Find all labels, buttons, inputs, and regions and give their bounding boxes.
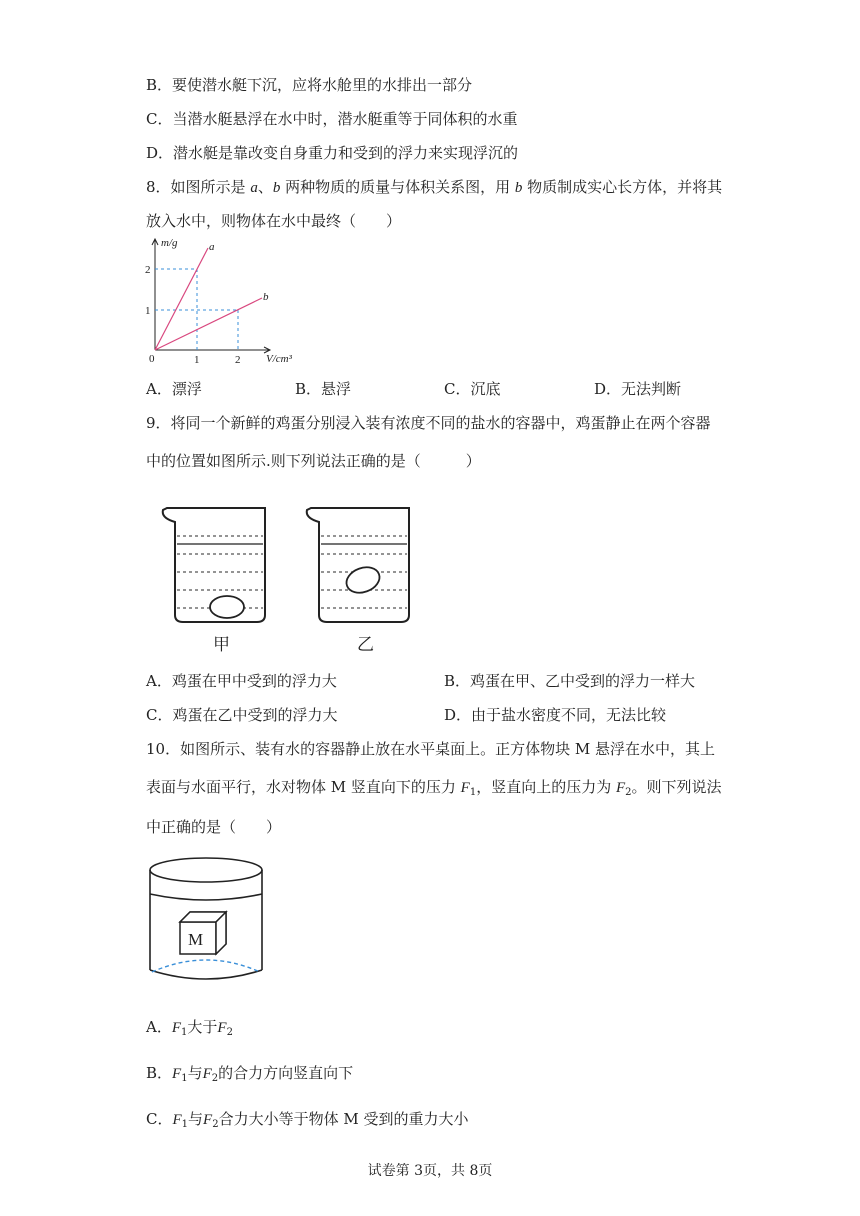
q9-stem-line1: 9．将同一个新鲜的鸡蛋分别浸入装有浓度不同的盐水的容器中，鸡蛋静止在两个容器 — [146, 414, 711, 432]
q10-stem-line1: 10．如图所示、装有水的容器静止放在水平桌面上。正方体物块 M 悬浮在水中，其上 — [146, 740, 715, 758]
q8-option-d: D．无法判断 — [594, 380, 682, 398]
q7-option-c: C．当潜水艇悬浮在水中时，潜水艇重等于同体积的水重 — [146, 110, 518, 128]
q8-stem-line1: 8．如图所示是 a、b 两种物质的质量与体积关系图，用 b 物质制成实心长方体，并将其 — [146, 178, 723, 196]
q7-option-b: B．要使潜水艇下沉，应将水舱里的水排出一部分 — [146, 76, 473, 94]
q8-x-tick-2: 2 — [235, 354, 241, 366]
q8-line-a-label: a — [209, 241, 215, 253]
q7-option-d: D．潜水艇是靠改变自身重力和受到的浮力来实现浮沉的 — [146, 144, 519, 162]
q10-option-a: A．$F_1$大于$F_2$ — [146, 1018, 233, 1038]
q8-y-axis-label: m/g — [161, 237, 178, 249]
q8-stem-line2: 放入水中，则物体在水中最终（ ） — [146, 212, 402, 230]
q9-option-a: A．鸡蛋在甲中受到的浮力大 — [146, 672, 337, 690]
q8-option-a: A．漂浮 — [146, 380, 202, 398]
q8-y-tick-1: 1 — [145, 305, 151, 317]
q8-y-tick-2: 2 — [145, 264, 151, 276]
q9-option-c: C．鸡蛋在乙中受到的浮力大 — [146, 706, 338, 724]
q10-stem-line2: 表面与水面平行，水对物体 M 竖直向下的压力 $F_1$，竖直向上的压力为 $F_2$。则下列说法 — [146, 778, 722, 798]
q8-mass-volume-graph — [140, 236, 300, 366]
q9-beakers-figure — [155, 500, 425, 660]
beaker-right — [307, 508, 409, 622]
label-jia: 甲 — [213, 635, 230, 655]
egg-right — [343, 563, 383, 597]
egg-left — [210, 596, 244, 618]
q9-option-b: B．鸡蛋在甲、乙中受到的浮力一样大 — [444, 672, 696, 690]
q9-option-d: D．由于盐水密度不同，无法比较 — [444, 706, 667, 724]
q10-container-figure — [140, 848, 280, 988]
q8-x-axis-label: V/cm³ — [266, 353, 292, 365]
q8-line-b-label: b — [263, 291, 269, 303]
q8-option-c: C．沉底 — [444, 380, 501, 398]
page-footer: 试卷第 3页，共 8页 — [367, 1163, 493, 1179]
q10-option-b: B．$F_1$与$F_2$的合力方向竖直向下 — [146, 1064, 354, 1084]
q8-origin-label: 0 — [149, 353, 155, 365]
q10-option-c: C．$F_1$与$F_2$合力大小等于物体 M 受到的重力大小 — [146, 1110, 469, 1130]
q9-stem-line2: 中的位置如图所示.则下列说法正确的是（ ） — [146, 452, 481, 470]
q10-stem-line3: 中正确的是（ ） — [146, 818, 282, 836]
label-yi: 乙 — [357, 635, 374, 655]
q8-x-tick-1: 1 — [194, 354, 200, 366]
cube-label: M — [188, 930, 204, 949]
q8-option-b: B．悬浮 — [295, 380, 352, 398]
